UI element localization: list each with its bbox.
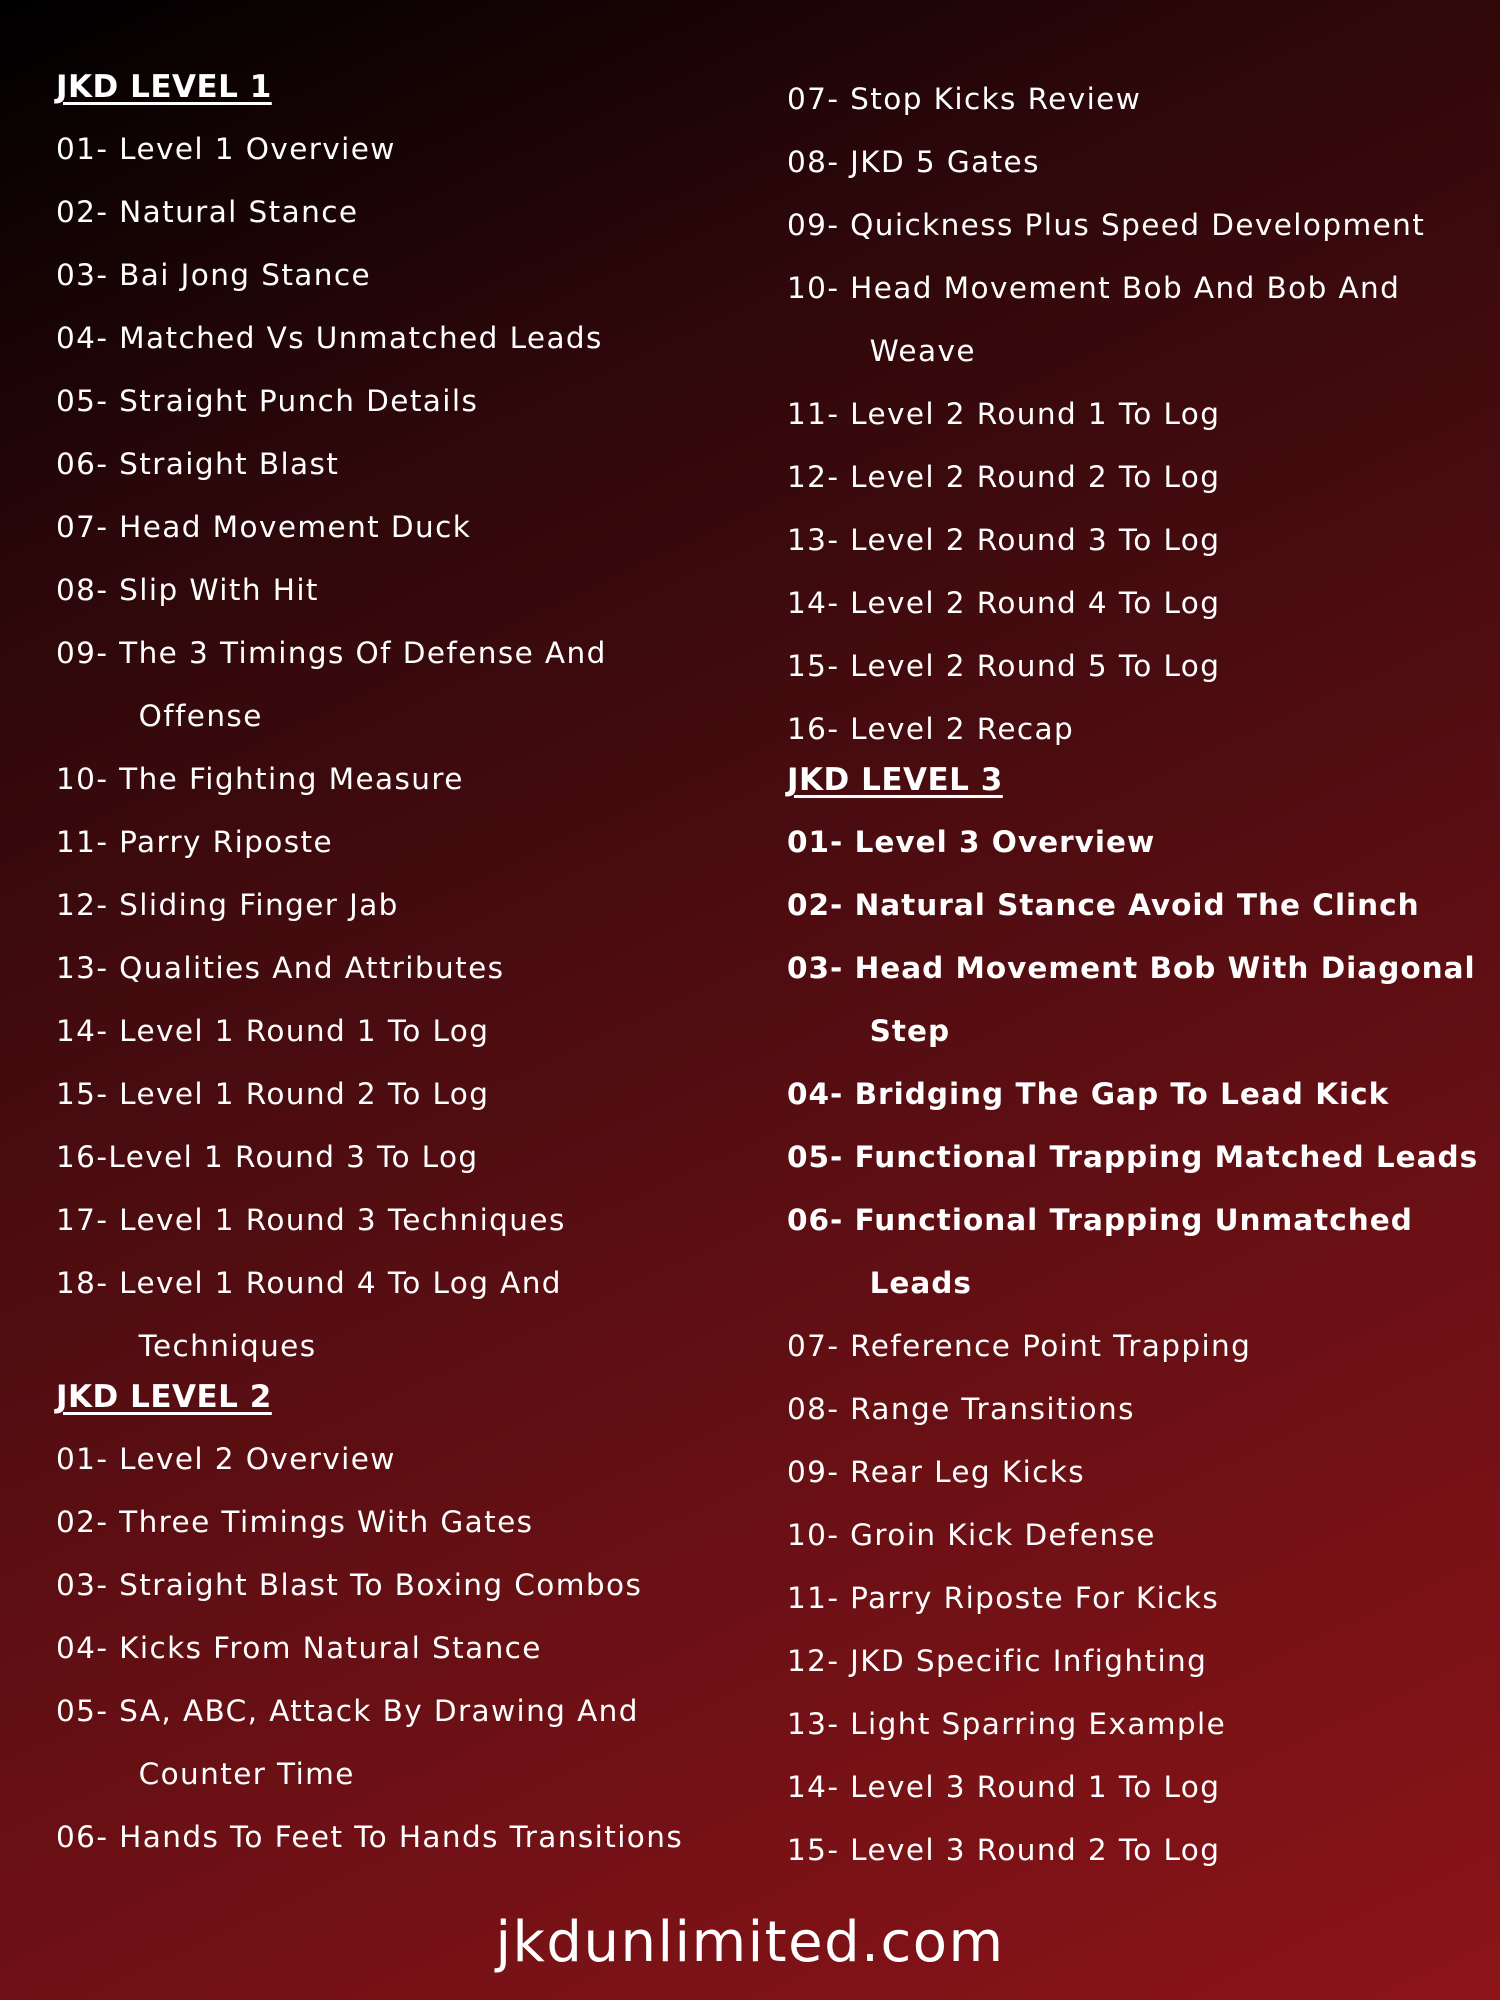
lesson-title: 03- Head Movement Bob With Diagonal: [787, 951, 1476, 985]
lesson-title: 08- Slip With Hit: [56, 573, 319, 607]
lesson-title: 07- Head Movement Duck: [56, 510, 472, 544]
lesson-title: 02- Three Timings With Gates: [56, 1505, 534, 1539]
lesson-item: [56, 748, 756, 811]
lesson-title: 11- Level 2 Round 1 To Log: [787, 397, 1221, 431]
lesson-item: [56, 1428, 756, 1491]
lesson-item: [56, 244, 756, 307]
lesson-item: [787, 572, 1487, 635]
lesson-title-continued: Offense: [138, 699, 263, 733]
level-2-heading: JKD LEVEL 2: [56, 1379, 272, 1415]
lesson-item: [56, 307, 756, 370]
lesson-title: 02- Natural Stance Avoid The Clinch: [787, 888, 1420, 922]
lesson-item: [56, 937, 756, 1000]
lesson-item: [56, 622, 756, 748]
lesson-item: [56, 433, 756, 496]
lesson-title: 06- Hands To Feet To Hands Transitions: [56, 1820, 684, 1854]
lesson-item: [787, 1567, 1487, 1630]
lesson-item: [56, 1063, 756, 1126]
lesson-title: 06- Functional Trapping Unmatched: [787, 1203, 1413, 1237]
lesson-title: 05- SA, ABC, Attack By Drawing And: [56, 1694, 639, 1728]
lesson-title: 01- Level 2 Overview: [56, 1442, 396, 1476]
lesson-item: [787, 635, 1487, 698]
lesson-title: 07- Reference Point Trapping: [787, 1329, 1252, 1363]
lesson-title: 04- Matched Vs Unmatched Leads: [56, 321, 603, 355]
level-3-list: [787, 811, 1487, 1882]
lesson-title: 11- Parry Riposte For Kicks: [787, 1581, 1220, 1615]
lesson-title: 03- Straight Blast To Boxing Combos: [56, 1568, 643, 1602]
lesson-item: [787, 1504, 1487, 1567]
lesson-title: 01- Level 3 Overview: [787, 825, 1156, 859]
level-3-heading: JKD LEVEL 3: [787, 762, 1003, 798]
lesson-title: 14- Level 3 Round 1 To Log: [787, 1770, 1221, 1804]
lesson-title: 01- Level 1 Overview: [56, 132, 396, 166]
lesson-title: 05- Straight Punch Details: [56, 384, 479, 418]
lesson-title: 09- The 3 Timings Of Defense And: [56, 636, 607, 670]
lesson-title: 13- Light Sparring Example: [787, 1707, 1227, 1741]
lesson-item: [787, 1378, 1487, 1441]
lesson-title: 08- JKD 5 Gates: [787, 145, 1040, 179]
lesson-item: [787, 1315, 1487, 1378]
lesson-title-continued: Leads: [869, 1266, 972, 1300]
lesson-title: 09- Rear Leg Kicks: [787, 1455, 1086, 1489]
right-column: [787, 68, 1487, 1882]
lesson-title: 02- Natural Stance: [56, 195, 359, 229]
level-2-list-continued: [787, 68, 1487, 761]
lesson-item: [56, 181, 756, 244]
lesson-item: [56, 118, 756, 181]
lesson-item: [787, 1441, 1487, 1504]
lesson-item: [787, 1063, 1487, 1126]
lesson-item: [56, 559, 756, 622]
lesson-title: 03- Bai Jong Stance: [56, 258, 372, 292]
lesson-item: [787, 446, 1487, 509]
lesson-title: 09- Quickness Plus Speed Development: [787, 208, 1426, 242]
lesson-title: 10- Groin Kick Defense: [787, 1518, 1156, 1552]
lesson-item: [787, 1756, 1487, 1819]
lesson-item: [787, 1693, 1487, 1756]
lesson-item: [56, 1806, 756, 1869]
level-1-heading: JKD LEVEL 1: [56, 69, 272, 105]
lesson-title: 05- Functional Trapping Matched Leads: [787, 1140, 1479, 1174]
lesson-item: [56, 1000, 756, 1063]
website-footer: jkdunlimited.com: [495, 1910, 1005, 1975]
lesson-title: 12- JKD Specific Infighting: [787, 1644, 1208, 1678]
lesson-title: 13- Level 2 Round 3 To Log: [787, 523, 1221, 557]
lesson-title: 06- Straight Blast: [56, 447, 340, 481]
lesson-title: 14- Level 2 Round 4 To Log: [787, 586, 1221, 620]
lesson-item: [787, 68, 1487, 131]
lesson-item: [787, 383, 1487, 446]
lesson-item: [56, 370, 756, 433]
lesson-item: [787, 1819, 1487, 1882]
lesson-item: [787, 1189, 1487, 1315]
lesson-title-continued: Counter Time: [138, 1757, 355, 1791]
lesson-item: [787, 131, 1487, 194]
lesson-title: 14- Level 1 Round 1 To Log: [56, 1014, 490, 1048]
lesson-title: 04- Bridging The Gap To Lead Kick: [787, 1077, 1390, 1111]
lesson-item: [787, 698, 1487, 761]
left-column: [56, 68, 756, 1869]
lesson-item: [787, 874, 1487, 937]
lesson-item: [787, 937, 1487, 1063]
lesson-item: [56, 1252, 756, 1378]
lesson-item: [787, 509, 1487, 572]
lesson-item: [56, 874, 756, 937]
lesson-title: 07- Stop Kicks Review: [787, 82, 1142, 116]
lesson-title: 18- Level 1 Round 4 To Log And: [56, 1266, 562, 1300]
lesson-item: [56, 1189, 756, 1252]
lesson-title: 10- The Fighting Measure: [56, 762, 464, 796]
lesson-title: 17- Level 1 Round 3 Techniques: [56, 1203, 566, 1237]
lesson-title: 12- Sliding Finger Jab: [56, 888, 399, 922]
lesson-title: 11- Parry Riposte: [56, 825, 334, 859]
lesson-title: 15- Level 3 Round 2 To Log: [787, 1833, 1221, 1867]
level-2-list: [56, 1428, 756, 1869]
lesson-title: 10- Head Movement Bob And Bob And: [787, 271, 1401, 305]
lesson-item: [56, 496, 756, 559]
lesson-item: [787, 1126, 1487, 1189]
lesson-item: [56, 1617, 756, 1680]
lesson-item: [56, 1491, 756, 1554]
lesson-title: 13- Qualities And Attributes: [56, 951, 505, 985]
lesson-item: [787, 257, 1487, 383]
level-1-list: [56, 118, 756, 1378]
lesson-title: 15- Level 2 Round 5 To Log: [787, 649, 1221, 683]
lesson-title: 16- Level 2 Recap: [787, 712, 1075, 746]
lesson-title: 12- Level 2 Round 2 To Log: [787, 460, 1221, 494]
lesson-item: [56, 1554, 756, 1617]
lesson-item: [56, 1126, 756, 1189]
lesson-title: 16-Level 1 Round 3 To Log: [56, 1140, 479, 1174]
lesson-item: [787, 1630, 1487, 1693]
lesson-item: [787, 811, 1487, 874]
lesson-title-continued: Techniques: [138, 1329, 317, 1363]
lesson-title-continued: Step: [869, 1014, 951, 1048]
lesson-title: 04- Kicks From Natural Stance: [56, 1631, 542, 1665]
lesson-item: [787, 194, 1487, 257]
lesson-item: [56, 1680, 756, 1806]
lesson-title: 15- Level 1 Round 2 To Log: [56, 1077, 490, 1111]
lesson-title: 08- Range Transitions: [787, 1392, 1135, 1426]
lesson-title-continued: Weave: [869, 334, 976, 368]
lesson-item: [56, 811, 756, 874]
